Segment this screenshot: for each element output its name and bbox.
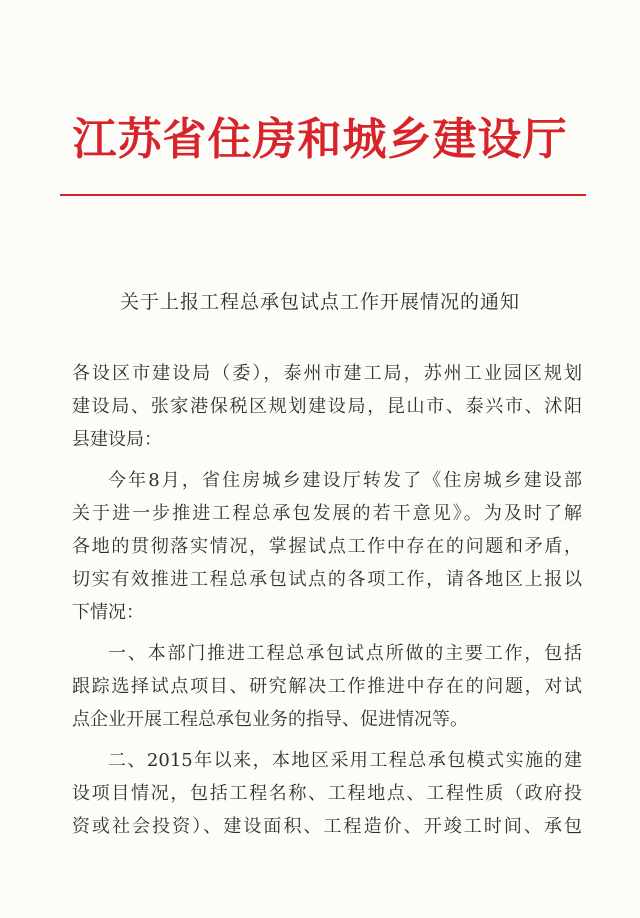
addressee-line: 各设区市建设局（委），泰州市建工局，苏州工业园区规划	[72, 363, 582, 384]
paragraph-line: 下情况：	[72, 602, 144, 623]
notice-title: 关于上报工程总承包试点工作开展情况的通知	[119, 291, 520, 313]
paragraph-line: 一、本部门推进工程总承包试点所做的主要工作，包括	[108, 643, 582, 664]
paragraph-line: 点企业开展工程总承包业务的指导、促进情况等。	[72, 709, 468, 730]
paragraph-3	[72, 744, 582, 843]
paragraph-line: 设项目情况，包括工程名称、工程地点、工程性质（政府投	[72, 783, 582, 804]
paragraph-line: 跟踪选择试点项目、研究解决工作推进中存在的问题，对试	[72, 676, 582, 697]
paragraph-1	[72, 464, 582, 629]
paragraph-line: 切实有效推进工程总承包试点的各项工作，请各地区上报以	[72, 569, 582, 590]
paragraph-gap	[72, 736, 582, 744]
letterhead-org-name: 江苏省住房和城乡建设厅	[72, 114, 568, 165]
notice-body	[72, 357, 582, 843]
paragraph-line: 各地的贯彻落实情况，掌握试点工作中存在的问题和矛盾，	[72, 536, 582, 557]
addressee-line: 县建设局：	[72, 429, 162, 450]
addressee-block	[72, 357, 582, 456]
paragraph-line: 资或社会投资）、建设面积、工程造价、开竣工时间、承包	[72, 816, 582, 837]
paragraph-line: 关于进一步推进工程总承包发展的若干意见》。为及时了解	[72, 503, 582, 524]
letterhead-red-rule	[60, 194, 586, 196]
paragraph-gap	[72, 629, 582, 637]
paragraph-line: 今年8月，省住房城乡建设厅转发了《住房城乡建设部	[108, 470, 582, 491]
paragraph-2	[72, 637, 582, 736]
paragraph-line: 二、2015年以来，本地区采用工程总承包模式实施的建	[108, 750, 582, 771]
addressee-line: 建设局、张家港保税区规划建设局，昆山市、泰兴市、沭阳	[72, 396, 582, 417]
paragraph-gap	[72, 456, 582, 464]
